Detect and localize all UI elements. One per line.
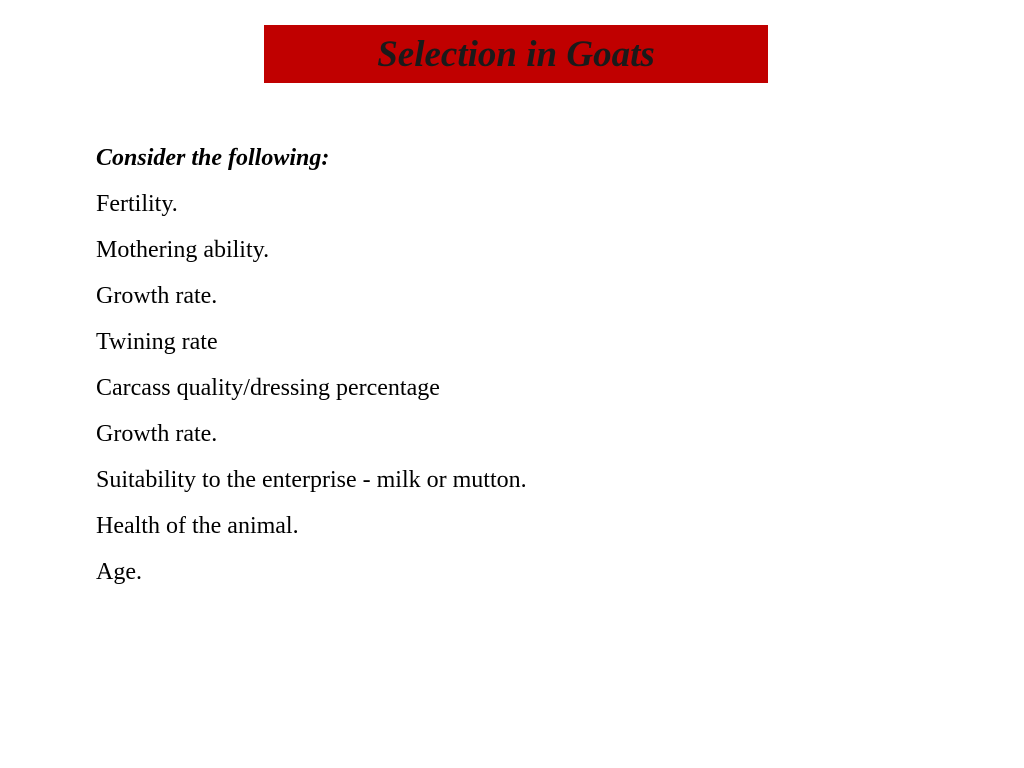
criteria-list <box>96 186 956 590</box>
list-item: Mothering ability. <box>96 237 270 263</box>
list-item: Health of the animal. <box>96 513 299 539</box>
list-item: Suitability to the enterprise - milk or mutton. <box>96 467 527 493</box>
list-item: Twining rate <box>96 329 218 355</box>
list-item: Growth rate. <box>96 421 218 447</box>
list-item: Growth rate. <box>96 283 218 309</box>
slide-title: Selection in Goats <box>377 33 655 75</box>
list-item: Carcass quality/dressing percentage <box>96 375 440 401</box>
slide-body <box>96 140 956 600</box>
title-banner <box>264 25 768 83</box>
list-item: Age. <box>96 559 142 585</box>
list-item: Fertility. <box>96 191 178 217</box>
intro-heading: Consider the following: <box>96 145 330 171</box>
